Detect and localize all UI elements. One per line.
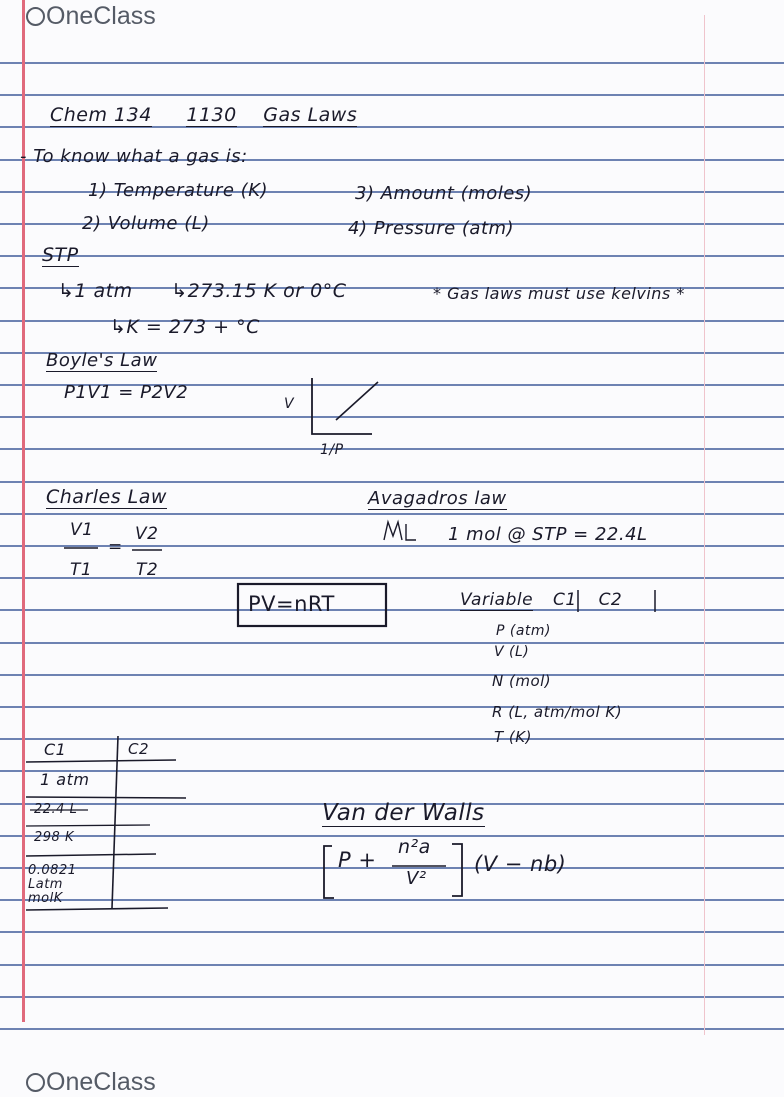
graph-axis-y: V <box>284 396 295 412</box>
values-header-c1: C1 <box>44 740 67 759</box>
value-r-units-top: Latm <box>28 877 63 892</box>
vdw-numerator: n²a <box>398 836 431 858</box>
charles-t1: T1 <box>70 560 93 580</box>
graph-axis-x: 1/P <box>320 442 344 458</box>
intro-text: - To know what a gas is: <box>20 146 248 167</box>
variable-row: V (L) <box>494 644 530 660</box>
values-header-c2: C2 <box>128 740 150 758</box>
charles-v1: V1 <box>70 520 94 540</box>
vdw-bracket-right <box>452 844 462 896</box>
value-volume: 22.4 L <box>34 802 78 817</box>
stp-temperature: 273.15 K or 0°C <box>187 280 347 302</box>
variable-row: N (mol) <box>492 672 552 690</box>
values-table-divider <box>112 736 118 908</box>
vdw-title: Van der Walls <box>322 800 485 826</box>
header-c2: C2 <box>598 590 623 610</box>
arrow-icon: ↳ <box>171 280 188 302</box>
avogadro-statement: 1 mol @ STP = 22.4L <box>448 524 648 545</box>
arrow-icon: ↳ <box>58 280 75 302</box>
graph-axes <box>312 378 372 434</box>
oneclass-logo-bottom <box>26 1068 156 1097</box>
vdw-pressure-term: P + <box>338 848 377 872</box>
header-variable: Variable <box>460 590 534 610</box>
boyles-equation: P1V1 = P2V2 <box>64 382 189 403</box>
scribble-mark <box>384 522 416 540</box>
graph-line <box>336 382 378 420</box>
stp-pressure: 1 atm <box>74 280 133 302</box>
property-amount: 3) Amount (moles) <box>355 183 533 204</box>
values-table-line <box>26 760 176 762</box>
property-volume: 2) Volume (L) <box>82 213 210 234</box>
vdw-denominator: V² <box>406 868 427 889</box>
values-table-line <box>26 825 150 826</box>
stp-title: STP <box>42 244 79 266</box>
charles-t2: T2 <box>136 560 159 580</box>
charles-title: Charles Law <box>46 486 167 508</box>
avogadro-title: Avagadros law <box>368 488 507 509</box>
vdw-bracket-left <box>324 846 334 898</box>
conversion-formula: K = 273 + °C <box>126 316 260 338</box>
logo-text: OneClass <box>46 2 156 30</box>
property-temperature: 1) Temperature (K) <box>88 180 269 201</box>
vdw-volume-term: (V − nb) <box>474 852 567 876</box>
values-table-line <box>26 908 168 910</box>
values-table-line <box>26 854 156 856</box>
arrow-icon: ↳ <box>110 316 127 338</box>
note-date: 1130 <box>186 104 237 126</box>
note-topic: Gas Laws <box>263 104 358 126</box>
values-table-line <box>26 797 186 798</box>
ideal-gas-equation: PV=nRT <box>248 592 335 616</box>
ideal-gas-box <box>238 584 386 626</box>
logo-text: OneClass <box>46 1068 156 1096</box>
value-r-number: 0.0821 <box>28 863 77 878</box>
logo-icon <box>26 1073 45 1092</box>
variable-row: P (atm) <box>496 623 552 639</box>
course-code: Chem 134 <box>50 104 152 126</box>
variable-row: T (K) <box>494 728 532 746</box>
value-pressure: 1 atm <box>40 770 90 789</box>
header-c1: C1 <box>552 590 577 610</box>
boyles-title: Boyle's Law <box>46 350 158 371</box>
equals-sign: = <box>108 537 123 557</box>
kelvin-note: * Gas laws must use kelvins * <box>433 284 685 303</box>
value-r-units-bottom: molK <box>28 891 63 906</box>
variable-row: R (L, atm/mol K) <box>492 703 623 721</box>
property-pressure: 4) Pressure (atm) <box>348 218 515 239</box>
value-temperature: 298 K <box>34 830 74 845</box>
charles-v2: V2 <box>135 524 159 544</box>
